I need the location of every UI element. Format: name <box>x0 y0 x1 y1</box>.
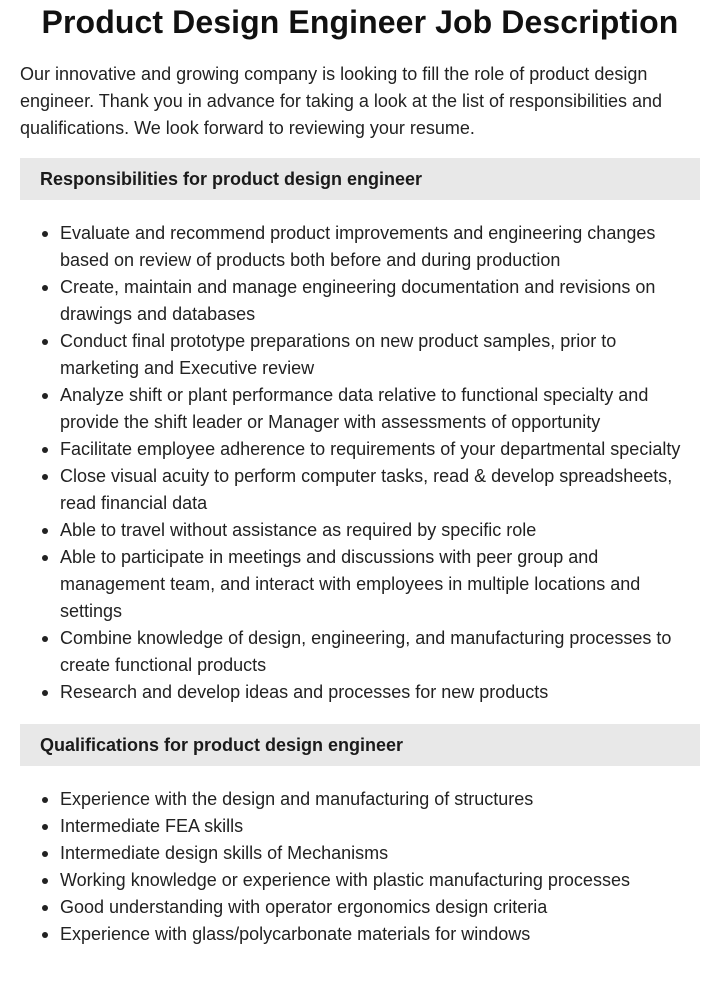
list-item: Conduct final prototype preparations on new product samples, prior to marketing and Executive review <box>60 328 700 382</box>
list-item: Able to participate in meetings and discussions with peer group and management team, and interact with employees in multiple locations and settings <box>60 544 700 625</box>
list-item: Working knowledge or experience with plastic manufacturing processes <box>60 867 700 894</box>
list-item: Experience with the design and manufacturing of structures <box>60 786 700 813</box>
qualifications-list <box>20 786 700 948</box>
list-item: Evaluate and recommend product improvements and engineering changes based on review of products both before and during production <box>60 220 700 274</box>
list-item: Good understanding with operator ergonomics design criteria <box>60 894 700 921</box>
list-item: Research and develop ideas and processes for new products <box>60 679 700 706</box>
responsibilities-list <box>20 220 700 706</box>
intro-paragraph: Our innovative and growing company is looking to fill the role of product design engineer. Thank you in advance for taking a look at the list of responsibilities and qualifications. We look forward to reviewing your resume. <box>20 64 663 138</box>
list-item: Combine knowledge of design, engineering, and manufacturing processes to create functional products <box>60 625 700 679</box>
page-title: Product Design Engineer Job Description <box>41 4 679 40</box>
list-item: Intermediate design skills of Mechanisms <box>60 840 700 867</box>
list-item: Analyze shift or plant performance data relative to functional specialty and provide the shift leader or Manager with assessments of opportunity <box>60 382 700 436</box>
responsibilities-heading: Responsibilities for product design engineer <box>20 158 700 200</box>
list-item: Experience with glass/polycarbonate materials for windows <box>60 921 700 948</box>
list-item: Intermediate FEA skills <box>60 813 700 840</box>
list-item: Able to travel without assistance as required by specific role <box>60 517 700 544</box>
list-item: Close visual acuity to perform computer tasks, read & develop spreadsheets, read financial data <box>60 463 700 517</box>
qualifications-heading: Qualifications for product design engineer <box>20 724 700 766</box>
list-item: Facilitate employee adherence to requirements of your departmental specialty <box>60 436 700 463</box>
list-item: Create, maintain and manage engineering documentation and revisions on drawings and databases <box>60 274 700 328</box>
